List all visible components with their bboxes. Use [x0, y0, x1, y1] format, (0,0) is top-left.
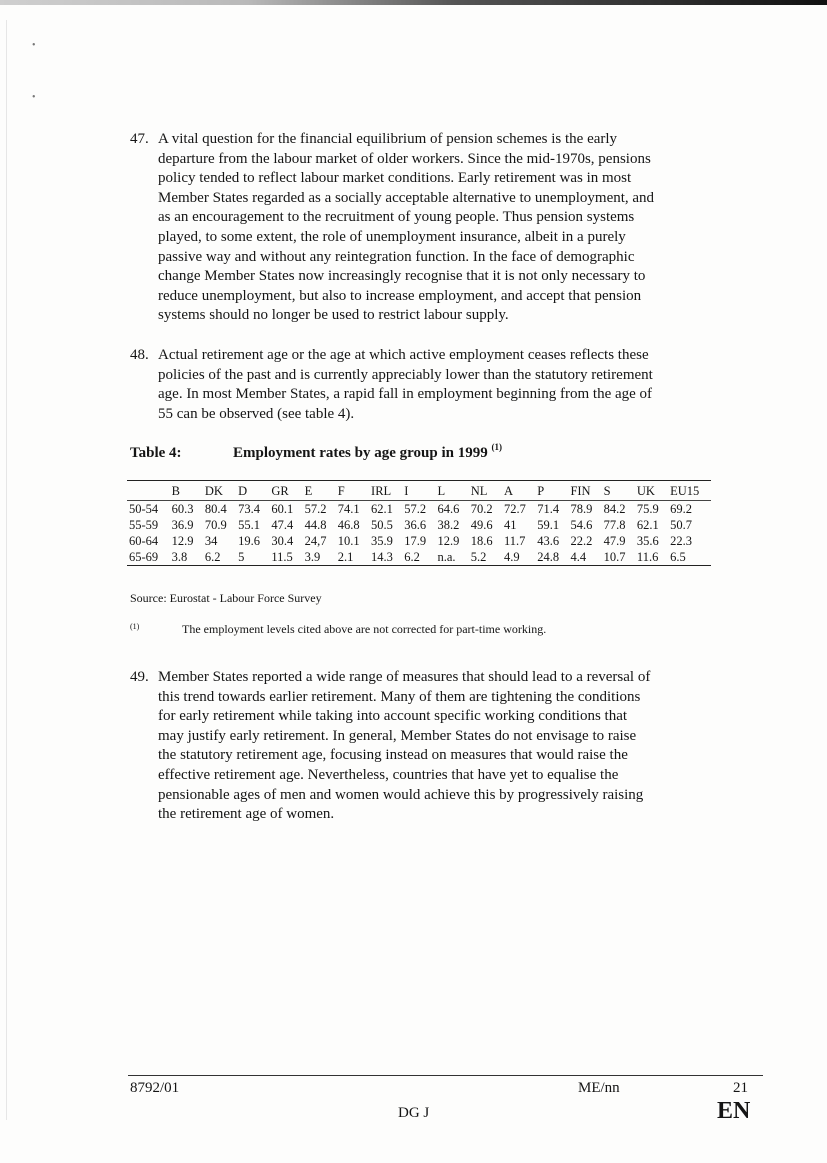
employment-rates-table	[127, 480, 711, 566]
table-cell: 60-64	[129, 534, 159, 548]
text-line: systems should no longer be used to restrict labour supply.	[158, 307, 509, 324]
text-line: passive way and without any reintegration function. In the face of demographic	[158, 248, 635, 265]
table-title: Employment rates by age group in 1999	[233, 445, 488, 461]
table-cell: 11.6	[636, 550, 659, 564]
table-cell: 54.6	[570, 518, 593, 532]
table-cell: 30.4	[271, 534, 294, 548]
footnote-mark: (1)	[130, 622, 140, 631]
table-label: Table 4:	[130, 445, 182, 461]
table-cell: 2.1	[337, 550, 354, 564]
table-cell: 47.9	[603, 534, 626, 548]
table-cell: 22.2	[570, 534, 593, 548]
text-line: may justify early retirement. In general, Member States do not envisage to raise	[158, 727, 637, 744]
text-line: for early retirement while taking into account specific working conditions that	[158, 708, 628, 725]
table-cell: 50-54	[129, 502, 159, 516]
table-cell: 84.2	[603, 502, 626, 516]
table-cell: 78.9	[570, 502, 593, 516]
table-cell: 4.9	[503, 550, 520, 564]
text-line: departure from the labour market of older workers. Since the mid-1970s, pensions	[158, 150, 651, 167]
table-cell: 55.1	[238, 518, 260, 532]
column-header: F	[337, 484, 345, 498]
table-cell: 6.5	[670, 550, 686, 564]
paragraph-text	[158, 130, 710, 326]
table-cell: 80.4	[204, 502, 227, 516]
table-cell: 62.1	[371, 502, 393, 516]
table-cell: 3.9	[304, 550, 321, 564]
table-cell: 65-69	[129, 550, 159, 564]
column-header: A	[503, 484, 513, 498]
paragraph-text	[158, 668, 710, 825]
table-cell: 77.8	[603, 518, 626, 532]
table-cell: 60.1	[271, 502, 294, 516]
table-cell: 57.2	[404, 502, 427, 516]
table-cell: 70.2	[470, 502, 493, 516]
table-cell: 41	[503, 518, 517, 532]
table-row	[127, 549, 711, 566]
table-row	[127, 501, 711, 518]
table-cell: 35.6	[636, 534, 659, 548]
column-header: E	[304, 484, 313, 498]
column-header: B	[171, 484, 180, 498]
table-cell: 14.3	[371, 550, 393, 564]
table-cell: 5	[238, 550, 245, 564]
table-cell: 17.9	[404, 534, 427, 548]
text-line: reduce unemployment, but also to increase employment, and accept that pension	[158, 287, 642, 304]
column-header: DK	[204, 484, 223, 498]
table-cell: 60.3	[171, 502, 194, 516]
table-cell: 75.9	[636, 502, 659, 516]
table-cell: 36.9	[171, 518, 194, 532]
scan-edge-line	[6, 20, 7, 1120]
table-cell: 50.7	[670, 518, 693, 532]
table-cell: 43.6	[537, 534, 560, 548]
column-header: P	[537, 484, 545, 498]
author-initials: ME/nn	[578, 1080, 620, 1096]
column-header: S	[603, 484, 611, 498]
table-cell: 64.6	[437, 502, 460, 516]
text-line: pensionable ages of men and women would achieve this by progressively raising	[158, 786, 644, 803]
table-cell: 19.6	[238, 534, 260, 548]
column-header: UK	[636, 484, 655, 498]
table-cell: 24.8	[537, 550, 560, 564]
text-line: age. In most Member States, a rapid fall in employment beginning from the age of	[158, 386, 653, 403]
table-cell: 44.8	[304, 518, 327, 532]
table-footnote	[130, 622, 546, 637]
table-caption	[130, 442, 502, 462]
table-cell: 12.9	[437, 534, 460, 548]
column-header: D	[238, 484, 248, 498]
table-cell: 36.6	[404, 518, 427, 532]
table-cell: 24,7	[304, 534, 327, 548]
page-number: 21	[733, 1080, 748, 1096]
paragraph-number: 49.	[130, 669, 149, 685]
table-cell: 74.1	[337, 502, 360, 516]
text-line: the retirement age of women.	[158, 806, 335, 823]
paragraph-number: 48.	[130, 347, 149, 363]
language-code: EN	[717, 1098, 751, 1124]
column-header: GR	[271, 484, 289, 498]
text-line: Actual retirement age or the age at which active employment ceases reflects these	[158, 347, 649, 363]
table-cell: 73.4	[238, 502, 260, 516]
text-line: change Member States now increasingly recognise that it is not only necessary to	[158, 268, 646, 285]
table-title-note: (1)	[491, 442, 502, 452]
paragraph-48	[130, 346, 710, 424]
scan-speck: •	[32, 92, 36, 103]
table-cell: 10.7	[603, 550, 626, 564]
paragraph-number: 47.	[130, 131, 149, 147]
doc-reference: 8792/01	[130, 1080, 180, 1096]
table-row	[127, 533, 711, 549]
table-cell: n.a.	[437, 550, 456, 564]
table-cell: 38.2	[437, 518, 460, 532]
table-cell: 34	[204, 534, 218, 548]
top-scan-bar	[0, 0, 827, 5]
table-cell: 12.9	[171, 534, 194, 548]
text-line: 55 can be observed (see table 4).	[158, 405, 355, 422]
text-line: A vital question for the financial equilibrium of pension schemes is the early	[158, 131, 618, 147]
table-cell: 11.7	[503, 534, 526, 548]
table-cell: 4.4	[570, 550, 587, 564]
table-cell: 57.2	[304, 502, 327, 516]
table-cell: 6.2	[204, 550, 221, 564]
column-header: L	[437, 484, 446, 498]
table-row	[127, 517, 711, 533]
table-cell: 59.1	[537, 518, 560, 532]
text-line: Member States reported a wide range of measures that should lead to a reversal of	[158, 669, 651, 685]
table-cell: 70.9	[204, 518, 227, 532]
paragraph-47	[130, 130, 710, 326]
footer-divider	[128, 1075, 763, 1076]
footnote-text: The employment levels cited above are not corrected for part-time working.	[182, 622, 547, 636]
column-header: IRL	[371, 484, 392, 498]
column-header: EU15	[670, 484, 700, 498]
table-cell: 10.1	[337, 534, 360, 548]
directorate-general: DG J	[398, 1105, 430, 1121]
text-line: policy tended to reflect labour market conditions. Early retirement was in most	[158, 170, 632, 187]
text-line: the statutory retirement age, focusing instead on measures that would raise the	[158, 747, 628, 764]
column-header: NL	[470, 484, 488, 498]
table-cell: 11.5	[271, 550, 293, 564]
table-cell: 18.6	[470, 534, 493, 548]
table-cell: 6.2	[404, 550, 420, 564]
table-cell: 3.8	[171, 550, 188, 564]
text-line: this trend towards earlier retirement. Many of them are tightening the conditions	[158, 688, 641, 705]
paragraph-49	[130, 668, 710, 825]
table-cell: 35.9	[371, 534, 393, 548]
table-source: Source: Eurostat - Labour Force Survey	[130, 591, 322, 605]
table-cell: 47.4	[271, 518, 294, 532]
text-line: played, to some extent, the role of unemployment insurance, albeit in a purely	[158, 228, 626, 245]
table-header-row	[127, 481, 711, 501]
table-cell: 71.4	[537, 502, 560, 516]
table-cell: 72.7	[503, 502, 526, 516]
table-cell: 22.3	[670, 534, 693, 548]
table-cell: 5.2	[470, 550, 487, 564]
column-header: I	[404, 484, 409, 498]
table-cell: 55-59	[129, 518, 159, 532]
paragraph-text	[158, 346, 710, 424]
table-cell: 69.2	[670, 502, 693, 516]
table-cell: 62.1	[636, 518, 659, 532]
column-header	[127, 481, 170, 501]
scan-speck: •	[32, 40, 36, 51]
text-line: as an encouragement to the recruitment of young people. Thus pension systems	[158, 209, 635, 226]
table-cell: 50.5	[371, 518, 393, 532]
text-line: Member States regarded as a socially acceptable alternative to unemployment, and	[158, 189, 655, 206]
table-cell: 49.6	[470, 518, 493, 532]
column-header: FIN	[570, 484, 591, 498]
text-line: policies of the past and is currently appreciably lower than the statutory retirement	[158, 366, 653, 383]
table-cell: 46.8	[337, 518, 360, 532]
text-line: effective retirement age. Nevertheless, countries that have yet to equalise the	[158, 766, 619, 783]
